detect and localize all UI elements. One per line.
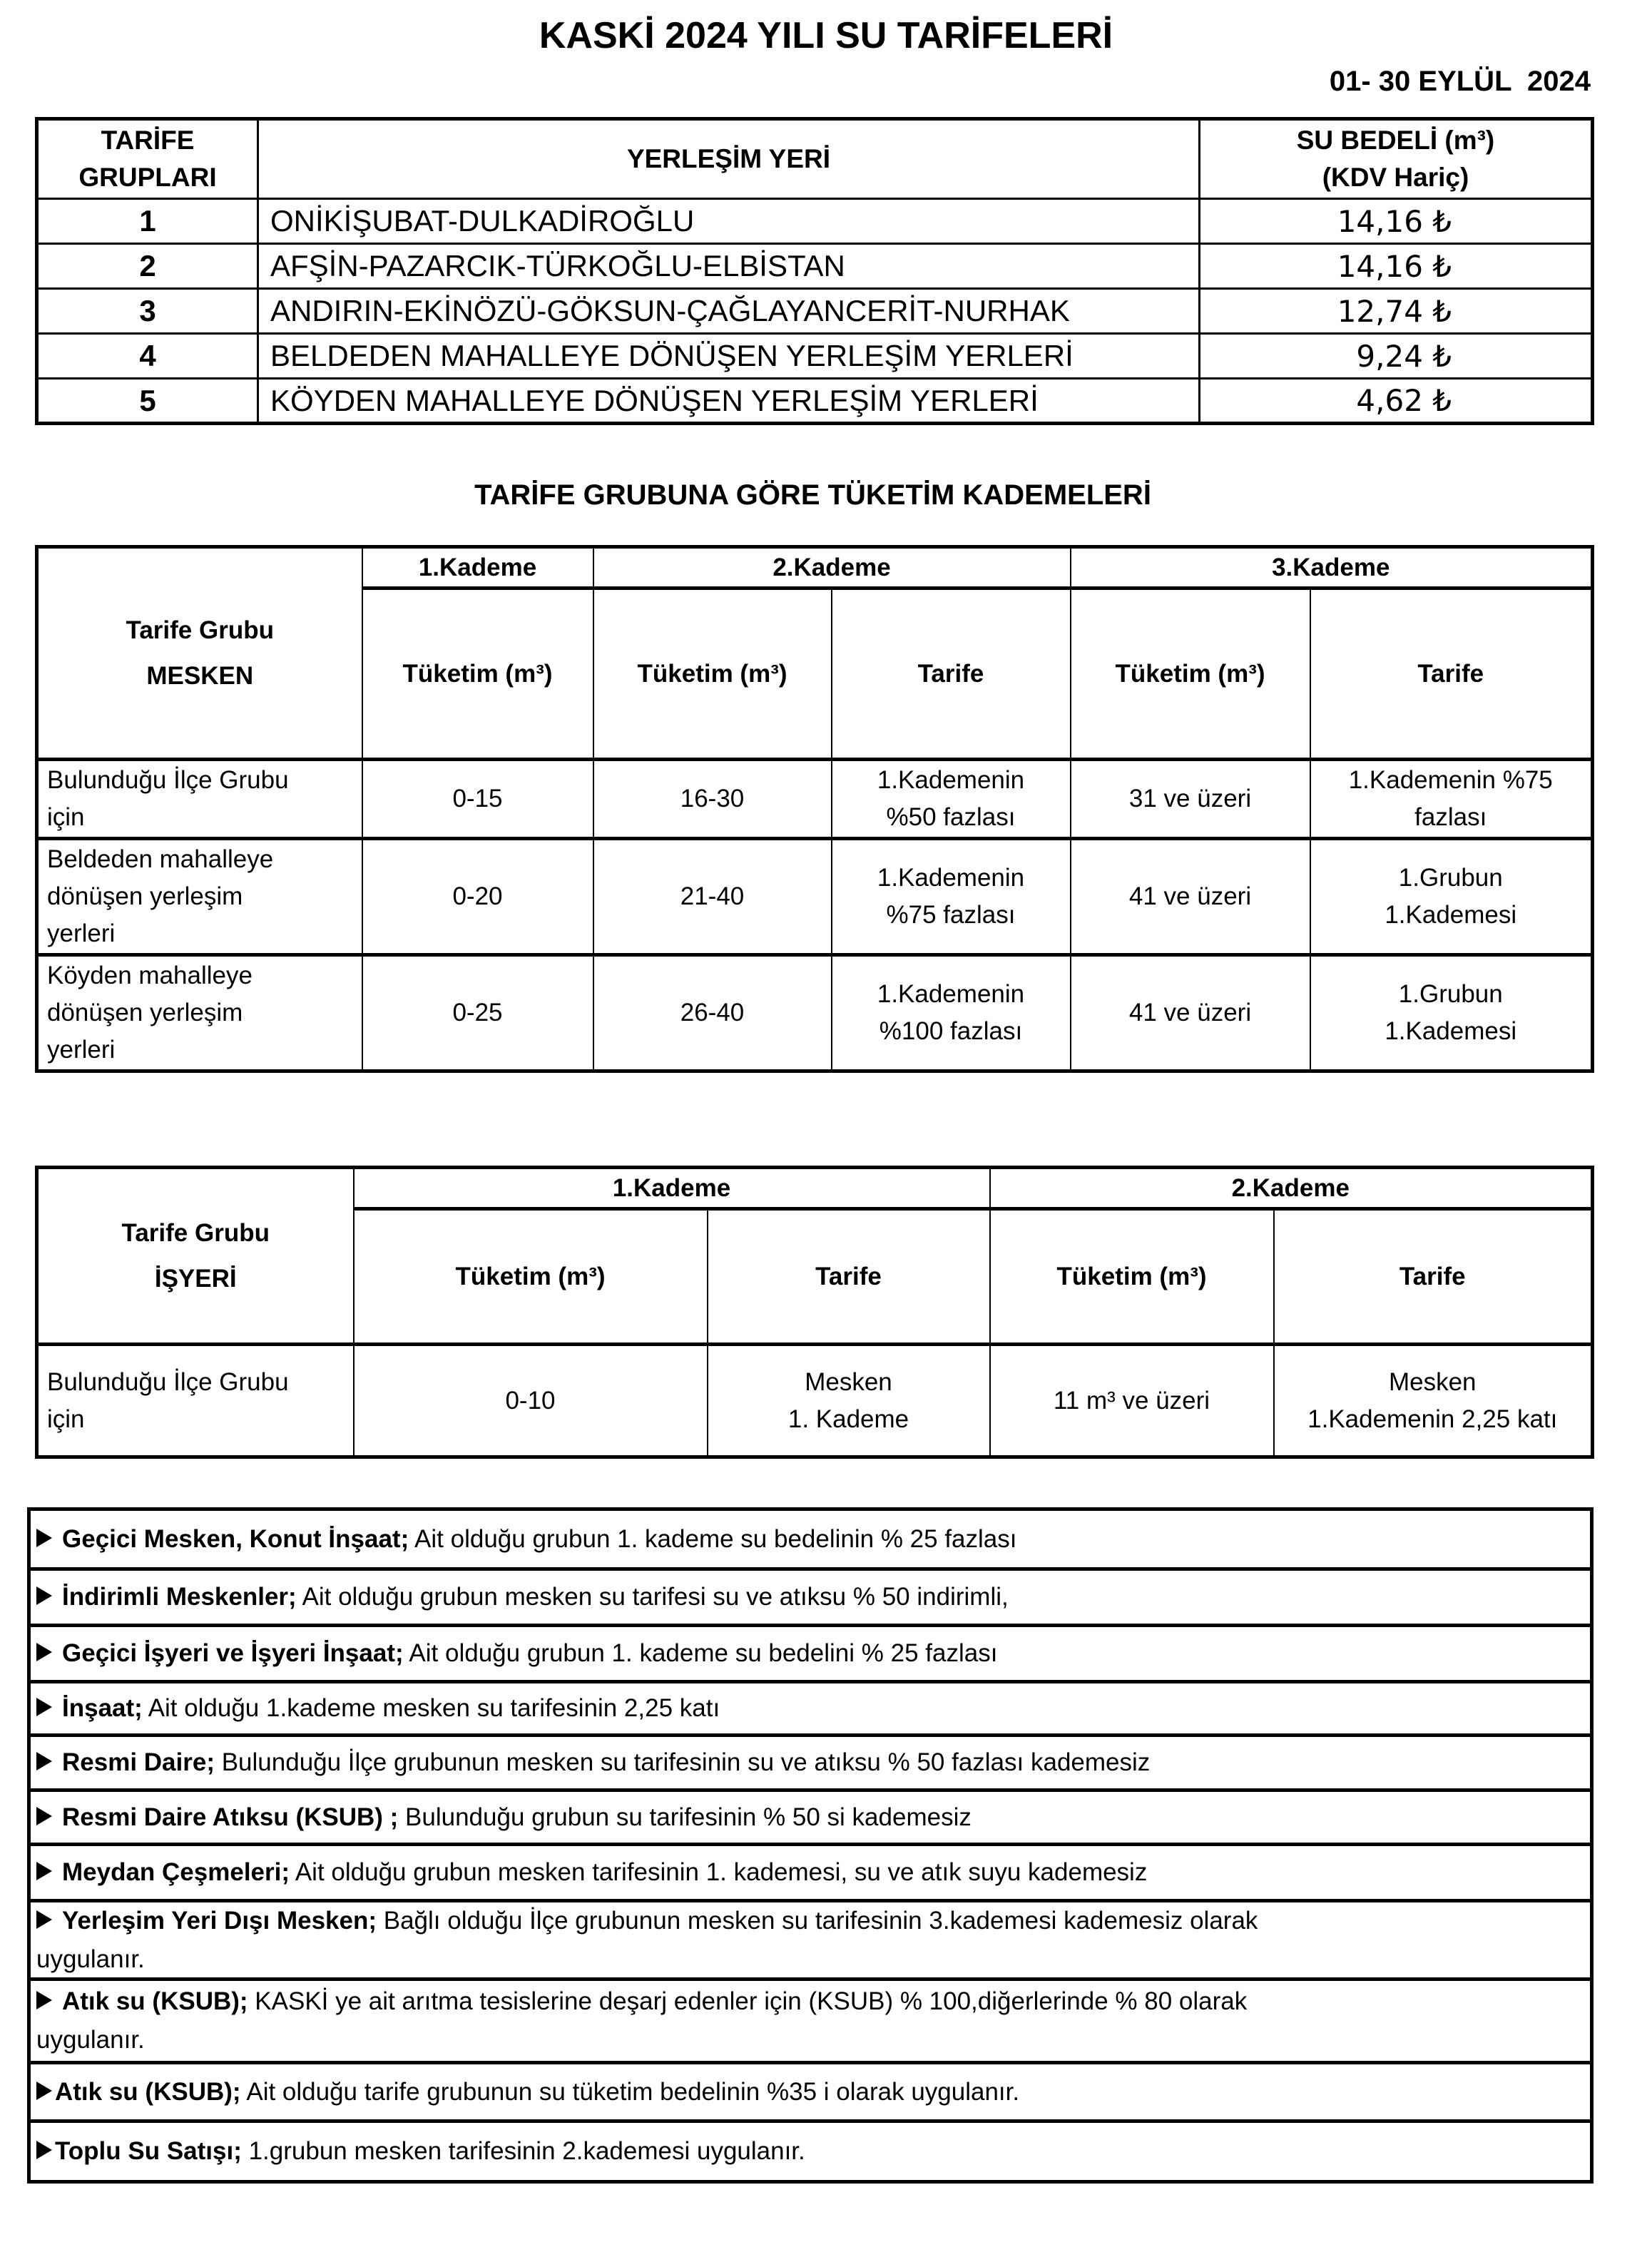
tariff-header: Tarife: [1310, 589, 1593, 760]
consumption-cell: 41 ve üzeri: [1071, 839, 1310, 955]
consumption-header: Tüketim (m³): [354, 1209, 708, 1345]
note-bold-label: Resmi Daire;: [62, 1748, 215, 1776]
table-row: [37, 199, 1593, 244]
note-row: [31, 1977, 1590, 2061]
table-row: [37, 289, 1593, 334]
price-cell: 9,24 ₺: [1200, 334, 1593, 379]
note-bold-label: Meydan Çeşmeleri;: [62, 1858, 290, 1886]
mesken-kademe2-header: 2.Kademe: [593, 547, 1071, 589]
location-cell: KÖYDEN MAHALLEYE DÖNÜŞEN YERLEŞİM YERLERİ: [258, 379, 1200, 424]
consumption-cell: 31 ve üzeri: [1071, 760, 1310, 839]
bullet-arrow-icon: [36, 1807, 52, 1825]
note-bold-label: İnşaat;: [62, 1694, 143, 1722]
note-text: Ait olduğu grubun 1. kademe su bedelinin % 25 fazlası: [409, 1524, 1017, 1553]
note-text: Ait olduğu grubun mesken su tarifesi su ve atıksu % 50 indirimli,: [296, 1583, 1009, 1611]
consumption-cell: 21-40: [593, 839, 832, 955]
tariff-notes-list: [27, 1507, 1594, 2184]
note-text: Bulunduğu İlçe grubunun mesken su tarifesinin su ve atıksu % 50 fazlası kademesiz: [214, 1748, 1151, 1776]
group-number-cell: 1: [37, 199, 258, 244]
consumption-cell: 26-40: [593, 955, 832, 1071]
mesken-row-name-cell: Köyden mahalleye dönüşen yerleşim yerleri: [37, 955, 362, 1071]
note-text: Ait olduğu 1.kademe mesken su tarifesinin 2,25 katı: [142, 1694, 720, 1722]
mesken-group-header: Tarife Grubu MESKEN: [37, 547, 362, 760]
bullet-arrow-icon: [36, 2141, 52, 2159]
table-row: [37, 839, 1593, 955]
note-row: [31, 2061, 1590, 2119]
consumption-levels-heading: TARİFE GRUBUNA GÖRE TÜKETİM KADEMELERİ: [474, 479, 1151, 511]
location-cell: ANDIRIN-EKİNÖZÜ-GÖKSUN-ÇAĞLAYANCERİT-NURHAK: [258, 289, 1200, 334]
tariff-cell: 1.Kademenin %75 fazlası: [1310, 760, 1593, 839]
note-bold-label: Yerleşim Yeri Dışı Mesken;: [62, 1906, 377, 1935]
bullet-arrow-icon: [36, 1752, 52, 1771]
note-bold-label: İndirimli Meskenler;: [62, 1583, 297, 1611]
consumption-cell: 16-30: [593, 760, 832, 839]
note-text: 1.grubun mesken tarifesinin 2.kademesi uygulanır.: [241, 2137, 805, 2165]
note-row: [31, 1899, 1590, 1977]
isyeri-kademe2-header: 2.Kademe: [990, 1168, 1593, 1209]
mesken-row-name-cell: Beldeden mahalleye dönüşen yerleşim yerleri: [37, 839, 362, 955]
note-bold-label: Geçici Mesken, Konut İnşaat;: [62, 1524, 409, 1553]
mesken-kademe1-header: 1.Kademe: [362, 547, 593, 589]
note-row: [31, 1567, 1590, 1624]
note-row: [31, 2119, 1590, 2180]
price-cell: 14,16 ₺: [1200, 244, 1593, 289]
tariff-groups-header-row: [37, 119, 1593, 199]
table-row: [37, 334, 1593, 379]
tariff-cell: Mesken 1. Kademe: [708, 1345, 990, 1457]
tariff-cell: 1.Grubun 1.Kademesi: [1310, 839, 1593, 955]
mesken-row-name-cell: Bulunduğu İlçe Grubu için: [37, 760, 362, 839]
tariff-cell: 1.Kademenin %100 fazlası: [832, 955, 1071, 1071]
table-row: [37, 760, 1593, 839]
isyeri-kademe-header-row: [37, 1168, 1593, 1209]
consumption-cell: 11 m³ ve üzeri: [990, 1345, 1274, 1457]
table-row: [37, 244, 1593, 289]
isyeri-row-name-cell: Bulunduğu İlçe Grubu için: [37, 1345, 354, 1457]
tariff-cell: 1.Grubun 1.Kademesi: [1310, 955, 1593, 1071]
consumption-cell: 0-20: [362, 839, 593, 955]
note-bold-label: Geçici İşyeri ve İşyeri İnşaat;: [62, 1639, 404, 1667]
price-cell: 4,62 ₺: [1200, 379, 1593, 424]
table-row: [37, 1345, 1593, 1457]
note-row: [31, 1624, 1590, 1680]
note-text: Ait olduğu grubun mesken tarifesinin 1. kademesi, su ve atık suyu kademesiz: [290, 1858, 1148, 1886]
bullet-arrow-icon: [36, 1991, 52, 2009]
page-subtitle: 01- 30 EYLÜL 2024: [1329, 66, 1591, 97]
group-number-cell: 3: [37, 289, 258, 334]
tariff-cell: 1.Kademenin %75 fazlası: [832, 839, 1071, 955]
bullet-arrow-icon: [36, 1643, 52, 1661]
table-row: [37, 955, 1593, 1071]
note-continuation: uygulanır.: [36, 2026, 145, 2054]
table-row: [37, 379, 1593, 424]
note-bold-label: Atık su (KSUB);: [62, 1987, 248, 2015]
tariff-header: Tarife: [708, 1209, 990, 1345]
note-row: [31, 1733, 1590, 1788]
page-title: KASKİ 2024 YILI SU TARİFELERİ: [539, 15, 1113, 56]
note-bold-label: Resmi Daire Atıksu (KSUB) ;: [62, 1803, 399, 1831]
note-text: Ait olduğu tarife grubunun su tüketim bedelinin %35 i olarak uygulanır.: [240, 2077, 1020, 2106]
consumption-cell: 0-10: [354, 1345, 708, 1457]
location-cell: AFŞİN-PAZARCIK-TÜRKOĞLU-ELBİSTAN: [258, 244, 1200, 289]
consumption-cell: 41 ve üzeri: [1071, 955, 1310, 1071]
location-cell: ONİKİŞUBAT-DULKADİROĞLU: [258, 199, 1200, 244]
note-text: Bağlı olduğu İlçe grubunun mesken su tarifesinin 3.kademesi kademesiz olarak: [377, 1906, 1258, 1935]
price-cell: 14,16 ₺: [1200, 199, 1593, 244]
consumption-header: Tüketim (m³): [362, 589, 593, 760]
note-bold-label: Atık su (KSUB);: [55, 2077, 241, 2106]
mesken-tariff-table: [35, 545, 1594, 1073]
tariff-cell: Mesken 1.Kademenin 2,25 katı: [1274, 1345, 1593, 1457]
tariff-cell: 1.Kademenin %50 fazlası: [832, 760, 1071, 839]
bullet-arrow-icon: [36, 1698, 52, 1716]
location-cell: BELDEDEN MAHALLEYE DÖNÜŞEN YERLEŞİM YERLERİ: [258, 334, 1200, 379]
isyeri-tariff-table: [35, 1166, 1594, 1459]
bullet-arrow-icon: [36, 2082, 52, 2100]
bullet-arrow-icon: [36, 1586, 52, 1605]
note-text: KASKİ ye ait arıtma tesislerine deşarj edenler için (KSUB) % 100,diğerlerinde % 80 olarak: [248, 1987, 1248, 2015]
isyeri-kademe1-header: 1.Kademe: [354, 1168, 990, 1209]
note-continuation: uygulanır.: [36, 1945, 145, 1973]
isyeri-group-header: Tarife Grubu İŞYERİ: [37, 1168, 354, 1345]
consumption-header: Tüketim (m³): [990, 1209, 1274, 1345]
tariff-document-page: [0, 16, 1652, 2257]
note-text: Bulunduğu grubun su tarifesinin % 50 si kademesiz: [398, 1803, 972, 1831]
tariff-groups-header-location: YERLEŞİM YERİ: [258, 119, 1200, 199]
mesken-kademe3-header: 3.Kademe: [1071, 547, 1593, 589]
note-text: Ait olduğu grubun 1. kademe su bedelini % 25 fazlası: [403, 1639, 998, 1667]
consumption-header: Tüketim (m³): [1071, 589, 1310, 760]
tariff-groups-header-group: TARİFE GRUPLARI: [37, 119, 258, 199]
group-number-cell: 4: [37, 334, 258, 379]
tariff-header: Tarife: [1274, 1209, 1593, 1345]
tariff-groups-table: [35, 117, 1594, 425]
note-row: [31, 1788, 1590, 1843]
consumption-header: Tüketim (m³): [593, 589, 832, 760]
group-number-cell: 2: [37, 244, 258, 289]
bullet-arrow-icon: [36, 1910, 52, 1929]
bullet-arrow-icon: [36, 1529, 52, 1547]
note-bold-label: Toplu Su Satışı;: [55, 2137, 242, 2165]
tariff-groups-header-price: SU BEDELİ (m³) (KDV Hariç): [1200, 119, 1593, 199]
price-cell: 12,74 ₺: [1200, 289, 1593, 334]
tariff-header: Tarife: [832, 589, 1071, 760]
note-row: [31, 1843, 1590, 1899]
note-row: [31, 1680, 1590, 1733]
bullet-arrow-icon: [36, 1862, 52, 1880]
note-row: [31, 1511, 1590, 1567]
consumption-cell: 0-25: [362, 955, 593, 1071]
group-number-cell: 5: [37, 379, 258, 424]
mesken-kademe-header-row: [37, 547, 1593, 589]
consumption-cell: 0-15: [362, 760, 593, 839]
